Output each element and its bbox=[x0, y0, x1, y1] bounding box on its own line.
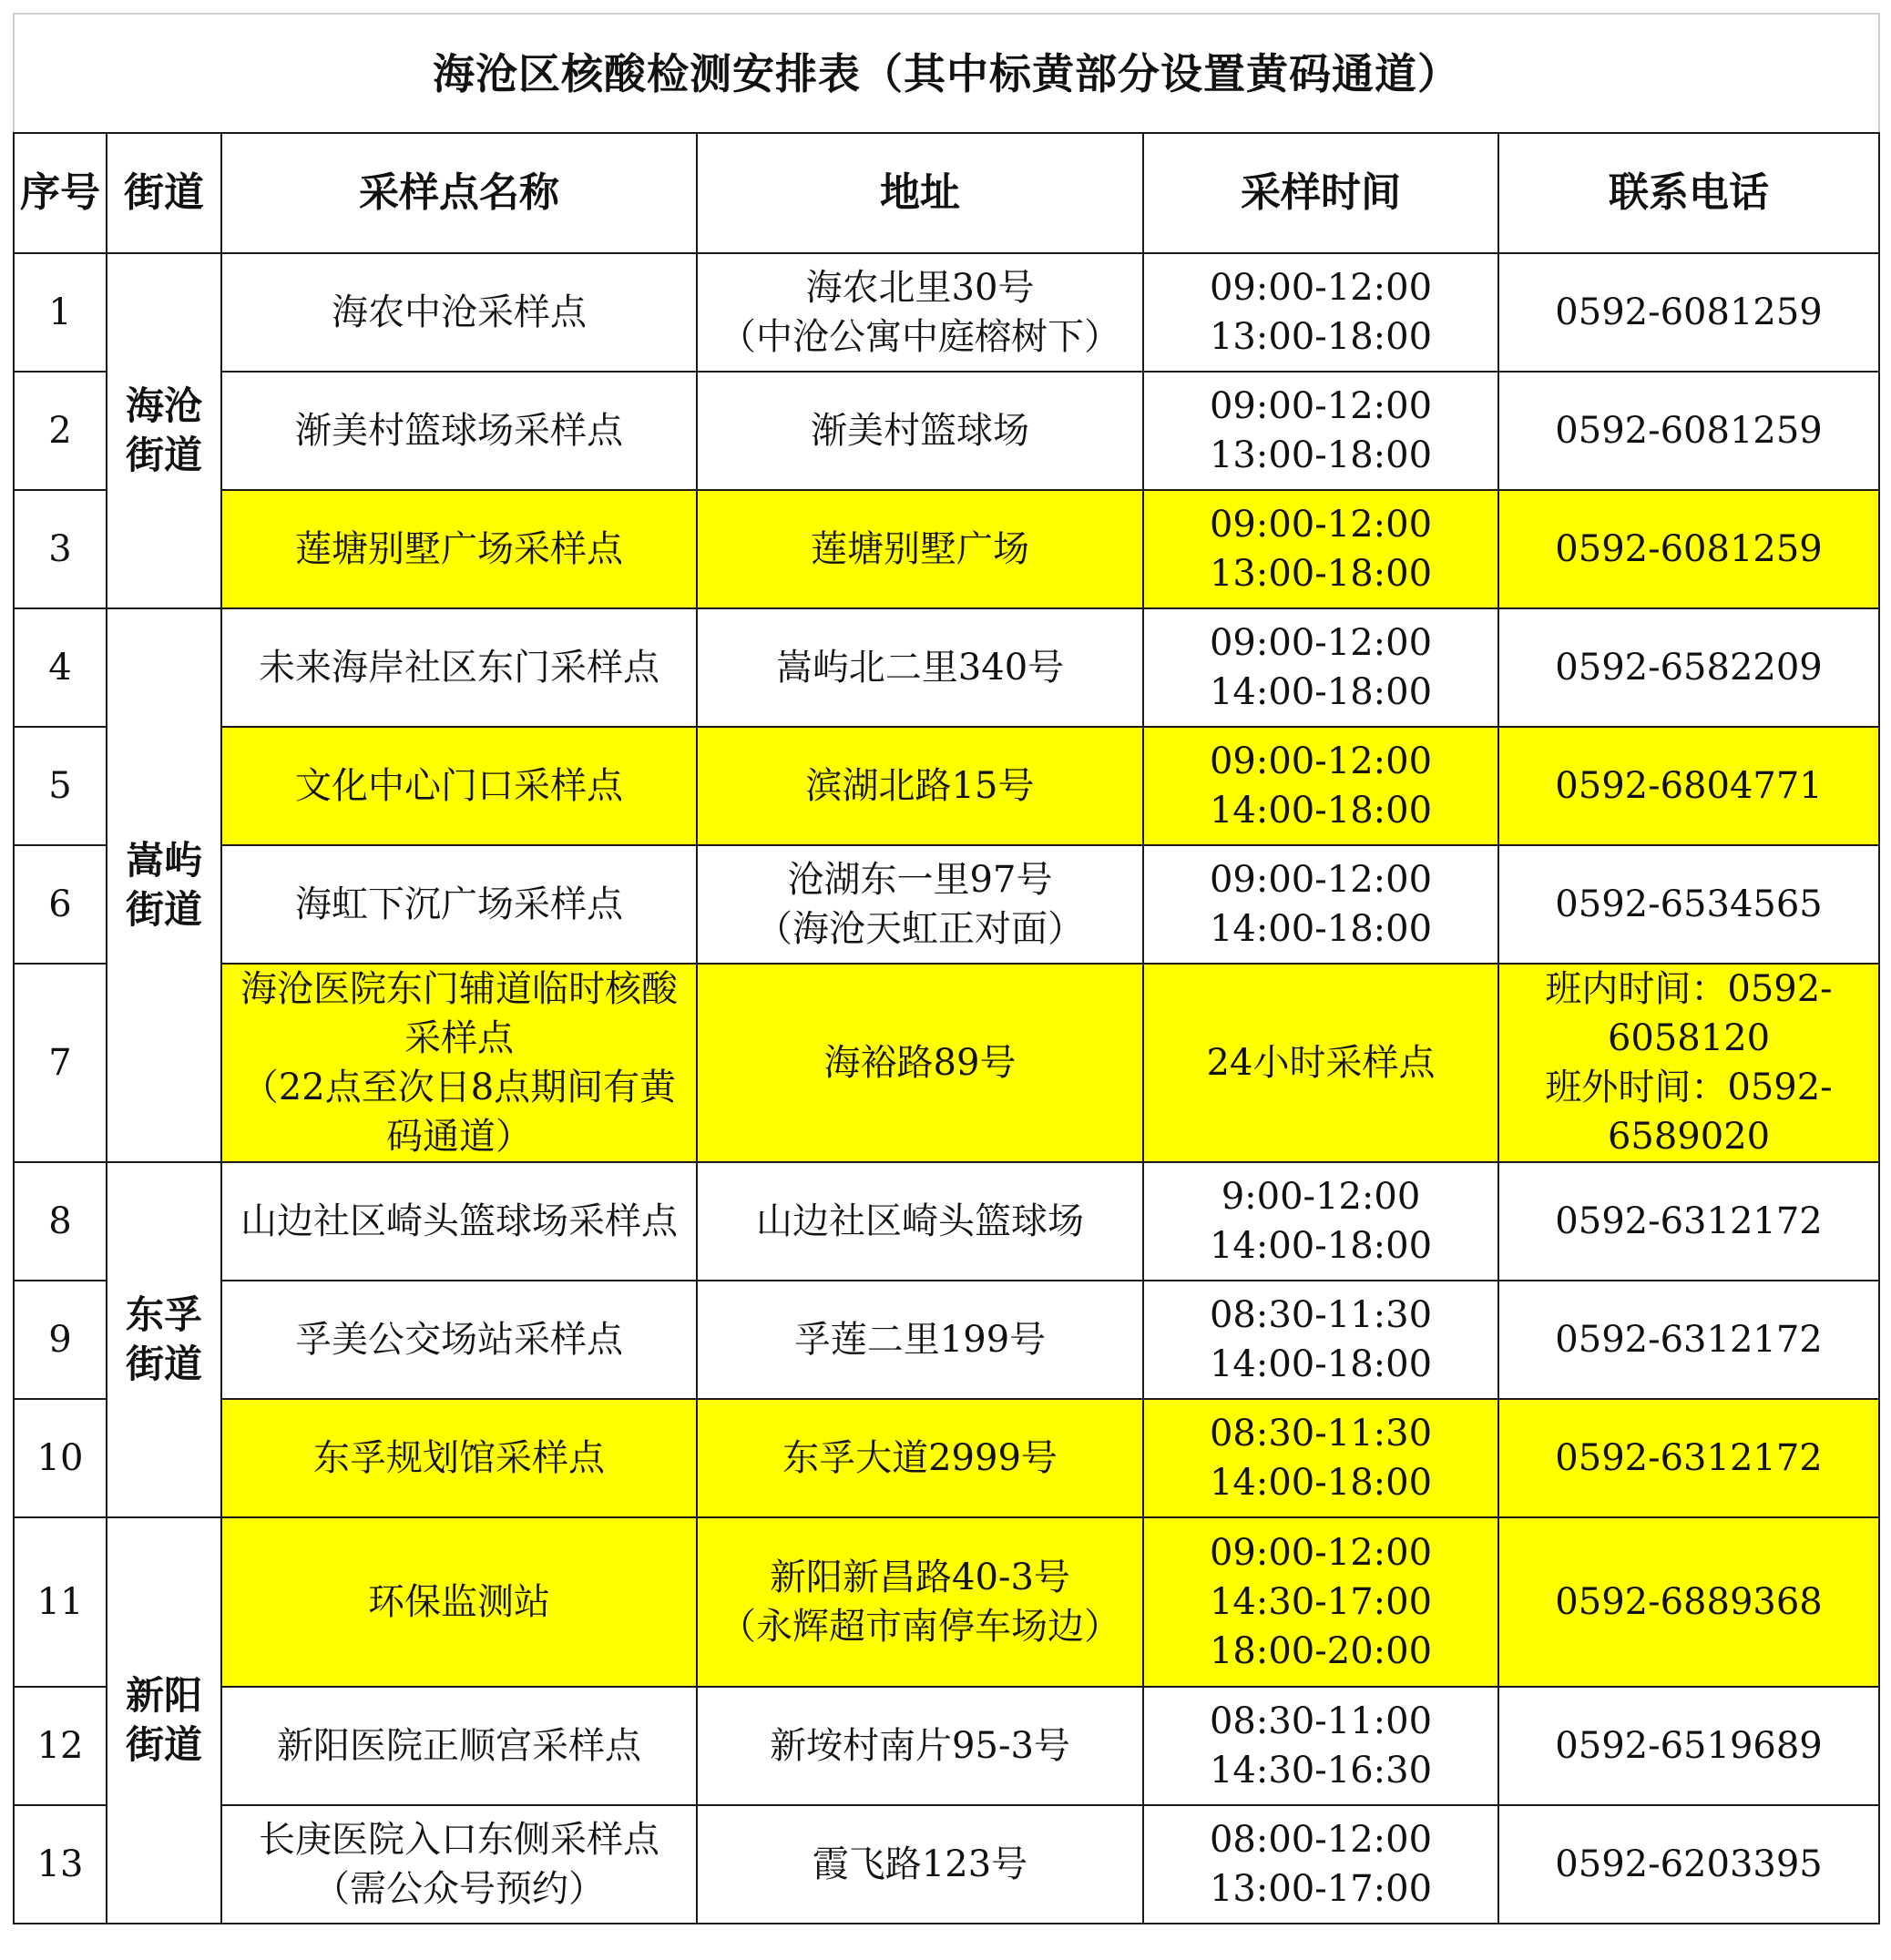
cell-phone bbox=[1498, 1805, 1879, 1924]
cell-line: 街道 bbox=[125, 887, 202, 932]
cell-line: 09:00-12:00 bbox=[1209, 385, 1433, 427]
table-row bbox=[14, 727, 1879, 845]
cell-phone bbox=[1498, 727, 1879, 845]
cell-line: 0592-6203395 bbox=[1555, 1843, 1823, 1885]
table-row bbox=[14, 372, 1879, 490]
cell-phone bbox=[1498, 1687, 1879, 1805]
schedule-sheet bbox=[13, 13, 1878, 1924]
cell-phone bbox=[1498, 1399, 1879, 1517]
header-phone: 联系电话 bbox=[1498, 133, 1879, 253]
cell-site bbox=[221, 372, 697, 490]
cell-line: 09:00-12:00 bbox=[1209, 859, 1433, 901]
cell-site bbox=[221, 1281, 697, 1399]
table-row bbox=[14, 253, 1879, 372]
cell-site bbox=[221, 845, 697, 964]
cell-time bbox=[1143, 608, 1498, 727]
cell-line: 0592-6804771 bbox=[1555, 765, 1823, 807]
table-row bbox=[14, 845, 1879, 964]
cell-line: 09:00-12:00 bbox=[1209, 267, 1433, 309]
cell-site bbox=[221, 490, 697, 608]
cell-time bbox=[1143, 1517, 1498, 1687]
cell-time bbox=[1143, 1399, 1498, 1517]
table-row bbox=[14, 1162, 1879, 1281]
cell-line: 码通道） bbox=[386, 1116, 532, 1158]
cell-line: 0592-6534565 bbox=[1555, 883, 1823, 925]
cell-line: 13:00-17:00 bbox=[1209, 1868, 1433, 1910]
cell-address bbox=[697, 1805, 1143, 1924]
table-row bbox=[14, 964, 1879, 1162]
cell-site bbox=[221, 964, 697, 1162]
cell-line: 6589020 bbox=[1607, 1116, 1771, 1158]
cell-line: 0592-6081259 bbox=[1555, 410, 1823, 452]
cell-line: 13:00-18:00 bbox=[1209, 434, 1433, 476]
cell-line: 海裕路89号 bbox=[823, 1042, 1017, 1084]
table-row bbox=[14, 1687, 1879, 1805]
cell-line: 环保监测站 bbox=[368, 1581, 550, 1623]
cell-line: 嵩屿 bbox=[125, 838, 202, 883]
cell-line: 14:30-17:00 bbox=[1209, 1581, 1433, 1623]
cell-line: 13:00-18:00 bbox=[1209, 316, 1433, 358]
cell-line: 东孚大道2999号 bbox=[782, 1437, 1058, 1479]
cell-phone bbox=[1498, 1517, 1879, 1687]
cell-phone bbox=[1498, 608, 1879, 727]
cell-line: 新垵村南片95-3号 bbox=[770, 1725, 1070, 1767]
cell-line: （22点至次日8点期间有黄 bbox=[241, 1067, 677, 1108]
cell-line: 14:00-18:00 bbox=[1209, 1225, 1433, 1267]
cell-seq: 2 bbox=[14, 372, 107, 490]
table-row bbox=[14, 1281, 1879, 1399]
cell-seq: 8 bbox=[14, 1162, 107, 1281]
cell-line: （需公众号预约） bbox=[313, 1868, 605, 1910]
cell-line: 渐美村篮球场 bbox=[811, 410, 1029, 452]
cell-address bbox=[697, 964, 1143, 1162]
cell-address bbox=[697, 1687, 1143, 1805]
cell-line: 09:00-12:00 bbox=[1209, 504, 1433, 546]
cell-site bbox=[221, 727, 697, 845]
cell-line: 沧湖东一里97号 bbox=[787, 859, 1053, 901]
cell-line: 新阳医院正顺宫采样点 bbox=[277, 1725, 641, 1767]
cell-address bbox=[697, 845, 1143, 964]
cell-line: 24小时采样点 bbox=[1206, 1042, 1436, 1084]
cell-line: 0592-6519689 bbox=[1555, 1725, 1823, 1767]
table-title: 海沧区核酸检测安排表（其中标黄部分设置黄码通道） bbox=[14, 14, 1879, 133]
header-address: 地址 bbox=[697, 133, 1143, 253]
cell-line: 6058120 bbox=[1607, 1017, 1771, 1059]
cell-seq: 7 bbox=[14, 964, 107, 1162]
cell-time bbox=[1143, 490, 1498, 608]
cell-address bbox=[697, 490, 1143, 608]
cell-line: 13:00-18:00 bbox=[1209, 553, 1433, 595]
cell-line: 09:00-12:00 bbox=[1209, 622, 1433, 664]
cell-address bbox=[697, 1399, 1143, 1517]
cell-line: 东孚规划馆采样点 bbox=[313, 1437, 605, 1479]
cell-site bbox=[221, 253, 697, 372]
cell-site bbox=[221, 1805, 697, 1924]
cell-time bbox=[1143, 1162, 1498, 1281]
cell-line: 莲塘别墅广场采样点 bbox=[295, 528, 623, 570]
table-row bbox=[14, 608, 1879, 727]
cell-line: 海沧 bbox=[125, 383, 202, 428]
cell-address bbox=[697, 372, 1143, 490]
cell-line: 渐美村篮球场采样点 bbox=[295, 410, 623, 452]
cell-time bbox=[1143, 845, 1498, 964]
cell-time bbox=[1143, 253, 1498, 372]
cell-line: 14:00-18:00 bbox=[1209, 671, 1433, 713]
cell-line: 班内时间：0592- bbox=[1545, 968, 1833, 1010]
cell-seq: 6 bbox=[14, 845, 107, 964]
cell-phone bbox=[1498, 372, 1879, 490]
cell-phone bbox=[1498, 253, 1879, 372]
cell-line: 海农北里30号 bbox=[805, 267, 1035, 309]
table-row bbox=[14, 490, 1879, 608]
cell-time bbox=[1143, 1805, 1498, 1924]
cell-time bbox=[1143, 727, 1498, 845]
cell-line: 18:00-20:00 bbox=[1209, 1630, 1433, 1672]
cell-site bbox=[221, 1517, 697, 1687]
table-row bbox=[14, 1805, 1879, 1924]
cell-line: 14:00-18:00 bbox=[1209, 1462, 1433, 1504]
cell-site bbox=[221, 1162, 697, 1281]
cell-phone bbox=[1498, 490, 1879, 608]
cell-line: 9:00-12:00 bbox=[1221, 1176, 1421, 1218]
cell-line: 14:30-16:30 bbox=[1209, 1750, 1433, 1792]
cell-line: 山边社区崎头篮球场 bbox=[756, 1200, 1084, 1242]
cell-street-haicang bbox=[107, 253, 221, 608]
cell-line: 14:00-18:00 bbox=[1209, 790, 1433, 832]
cell-line: 0592-6312172 bbox=[1555, 1200, 1823, 1242]
header-site: 采样点名称 bbox=[221, 133, 697, 253]
cell-line: 14:00-18:00 bbox=[1209, 1343, 1433, 1385]
cell-line: 嵩屿北二里340号 bbox=[775, 647, 1065, 689]
cell-line: 0592-6582209 bbox=[1555, 647, 1823, 689]
cell-line: 海农中沧采样点 bbox=[332, 291, 587, 333]
cell-line: 未来海岸社区东门采样点 bbox=[259, 647, 659, 689]
cell-seq: 13 bbox=[14, 1805, 107, 1924]
cell-seq: 9 bbox=[14, 1281, 107, 1399]
cell-line: 新阳 bbox=[125, 1673, 202, 1718]
cell-phone bbox=[1498, 845, 1879, 964]
cell-line: 孚莲二里199号 bbox=[793, 1319, 1047, 1361]
cell-line: 街道 bbox=[125, 1342, 202, 1386]
cell-address bbox=[697, 1281, 1143, 1399]
cell-line: 采样点 bbox=[404, 1017, 514, 1059]
cell-address bbox=[697, 608, 1143, 727]
cell-line: 0592-6081259 bbox=[1555, 528, 1823, 570]
cell-site bbox=[221, 1687, 697, 1805]
cell-phone bbox=[1498, 1281, 1879, 1399]
cell-seq: 4 bbox=[14, 608, 107, 727]
cell-phone bbox=[1498, 1162, 1879, 1281]
header-street: 街道 bbox=[107, 133, 221, 253]
cell-seq: 5 bbox=[14, 727, 107, 845]
cell-line: 09:00-12:00 bbox=[1209, 1532, 1433, 1574]
cell-line: （永辉超市南停车场边） bbox=[720, 1606, 1120, 1648]
schedule-table bbox=[13, 13, 1880, 1924]
cell-seq: 12 bbox=[14, 1687, 107, 1805]
cell-line: 班外时间：0592- bbox=[1545, 1067, 1833, 1108]
cell-line: 08:00-12:00 bbox=[1209, 1819, 1433, 1861]
table-row bbox=[14, 1399, 1879, 1517]
cell-phone bbox=[1498, 964, 1879, 1162]
cell-line: 街道 bbox=[125, 1722, 202, 1767]
cell-line: 09:00-12:00 bbox=[1209, 740, 1433, 782]
cell-line: 0592-6081259 bbox=[1555, 291, 1823, 333]
cell-address bbox=[697, 727, 1143, 845]
cell-time bbox=[1143, 1687, 1498, 1805]
cell-time bbox=[1143, 964, 1498, 1162]
cell-line: 新阳新昌路40-3号 bbox=[770, 1557, 1070, 1598]
cell-address bbox=[697, 253, 1143, 372]
cell-seq: 10 bbox=[14, 1399, 107, 1517]
cell-address bbox=[697, 1162, 1143, 1281]
cell-seq: 11 bbox=[14, 1517, 107, 1687]
cell-line: 海虹下沉广场采样点 bbox=[295, 883, 623, 925]
cell-line: 0592-6312172 bbox=[1555, 1437, 1823, 1479]
cell-seq: 3 bbox=[14, 490, 107, 608]
cell-line: 14:00-18:00 bbox=[1209, 908, 1433, 950]
header-seq: 序号 bbox=[14, 133, 107, 253]
cell-line: （中沧公寓中庭榕树下） bbox=[720, 316, 1120, 358]
cell-line: 滨湖北路15号 bbox=[805, 765, 1035, 807]
cell-street-xinyang bbox=[107, 1517, 221, 1924]
cell-line: 孚美公交场站采样点 bbox=[295, 1319, 623, 1361]
cell-site bbox=[221, 1399, 697, 1517]
cell-line: 山边社区崎头篮球场采样点 bbox=[240, 1200, 678, 1242]
cell-line: 08:30-11:30 bbox=[1209, 1294, 1433, 1336]
cell-time bbox=[1143, 372, 1498, 490]
cell-street-dongfu bbox=[107, 1162, 221, 1517]
cell-time bbox=[1143, 1281, 1498, 1399]
cell-street-songyu bbox=[107, 608, 221, 1162]
cell-line: 街道 bbox=[125, 433, 202, 477]
cell-line: 东孚 bbox=[125, 1292, 202, 1337]
cell-seq: 1 bbox=[14, 253, 107, 372]
cell-line: 海沧医院东门辅道临时核酸 bbox=[240, 968, 678, 1010]
cell-address bbox=[697, 1517, 1143, 1687]
cell-line: 08:30-11:00 bbox=[1209, 1700, 1433, 1742]
cell-line: 霞飞路123号 bbox=[812, 1843, 1028, 1885]
cell-line: 0592-6312172 bbox=[1555, 1319, 1823, 1361]
cell-line: 莲塘别墅广场 bbox=[811, 528, 1029, 570]
header-time: 采样时间 bbox=[1143, 133, 1498, 253]
cell-line: 长庚医院入口东侧采样点 bbox=[259, 1819, 659, 1861]
cell-line: （海沧天虹正对面） bbox=[756, 908, 1084, 950]
cell-line: 08:30-11:30 bbox=[1209, 1413, 1433, 1455]
cell-site bbox=[221, 608, 697, 727]
cell-line: 0592-6889368 bbox=[1555, 1581, 1823, 1623]
table-row bbox=[14, 1517, 1879, 1687]
cell-line: 文化中心门口采样点 bbox=[295, 765, 623, 807]
